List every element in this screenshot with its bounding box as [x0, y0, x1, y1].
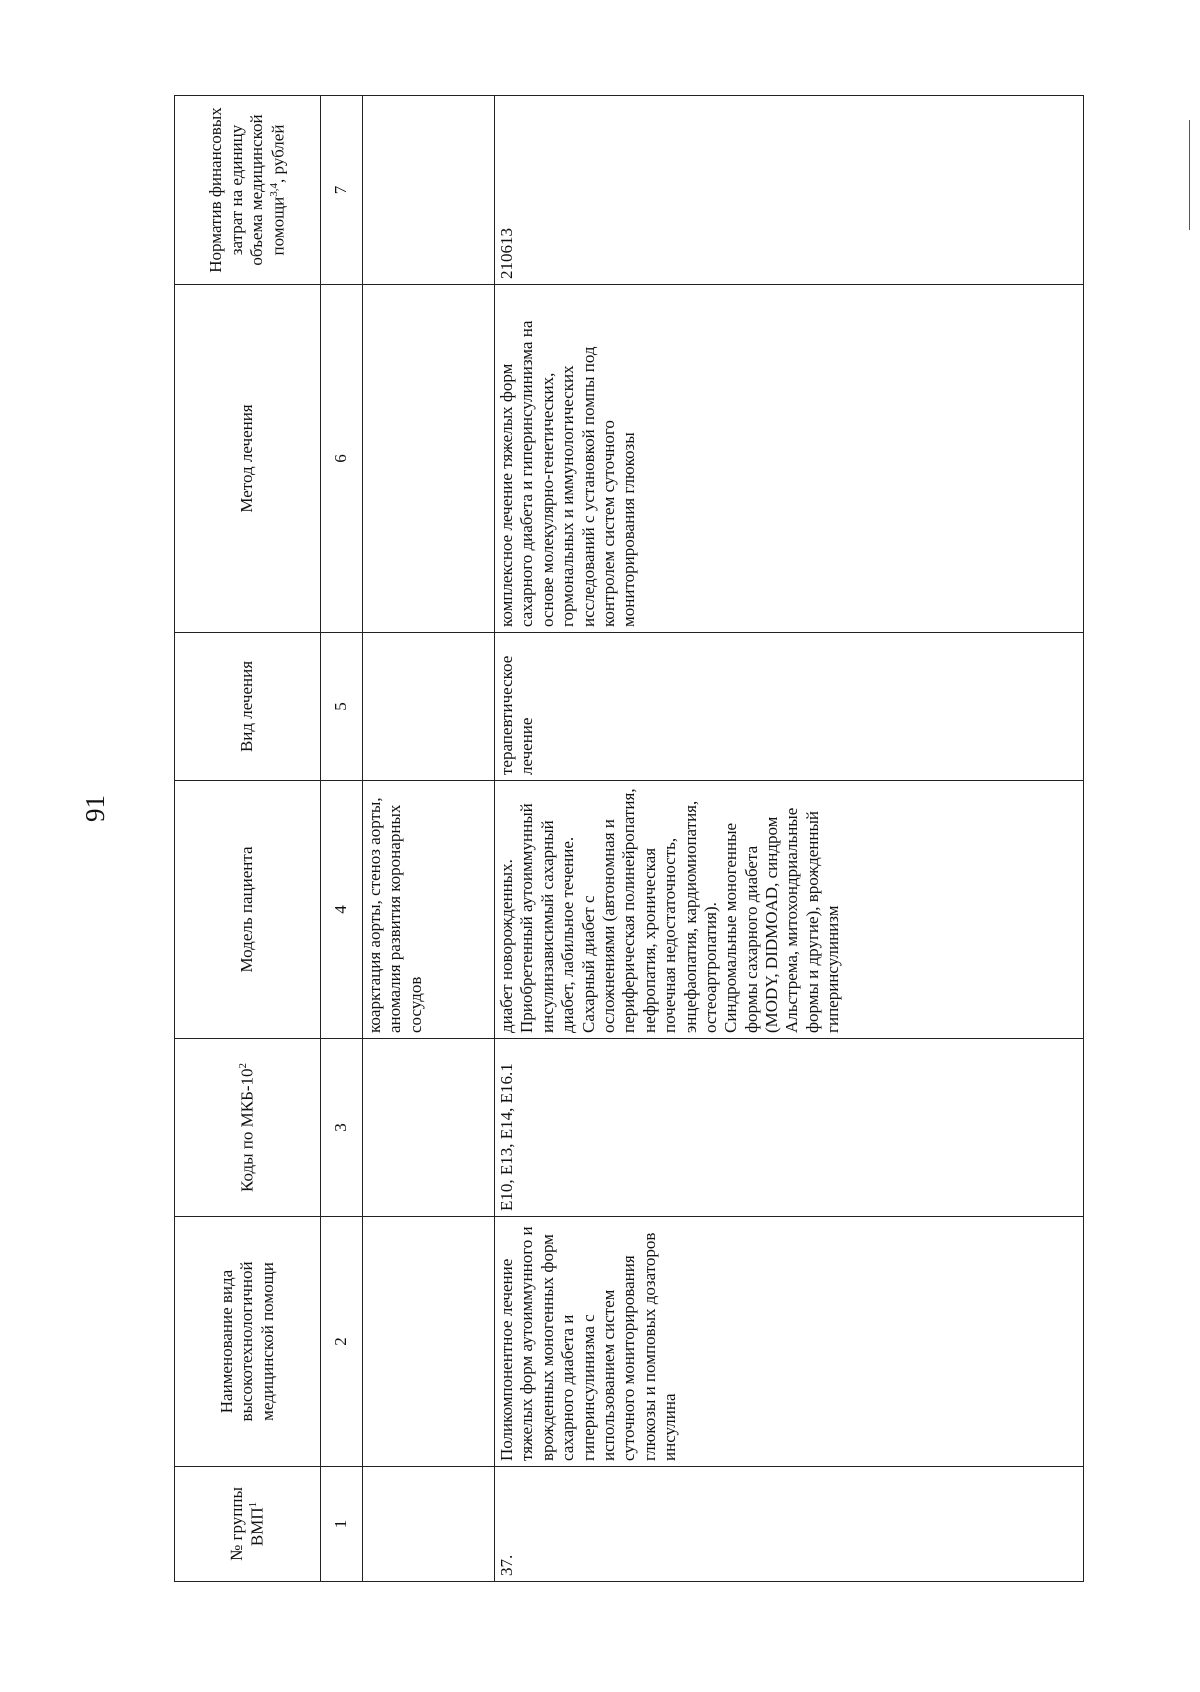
continuation-patient-model: коарктация аорты, стеноз аорты, аномалия развития коронарных сосудов — [363, 781, 495, 1039]
column-number: 7 — [321, 96, 363, 285]
vmp-name-cell: Поликомпонентное лечение тяжелых форм аутоиммунного и врожденных моногенных форм сахарного диабета и гиперинсулинизма с использованием систем суточного мониторирования глюкозы и помповых дозаторов инсулина — [495, 1217, 1084, 1467]
header-group-number: № группы ВМП$^1$ — [175, 1467, 321, 1582]
column-number: 1 — [321, 1467, 363, 1582]
header-treatment-method: Метод лечения — [175, 285, 321, 633]
column-number: 2 — [321, 1217, 363, 1467]
header-treatment-type: Вид лечения — [175, 633, 321, 781]
page-number: 91 — [80, 795, 110, 822]
column-number: 5 — [321, 633, 363, 781]
header-row — [175, 96, 321, 1582]
header-patient-model: Модель пациента — [175, 781, 321, 1039]
table-row-37 — [495, 96, 1084, 1582]
group-number-cell: 37. — [495, 1467, 1084, 1582]
treatment-type-cell: терапевтическое лечение — [495, 633, 1084, 781]
rotated-table-sheet — [174, 96, 1084, 1582]
cost-norm-cell: 210613 — [495, 96, 1084, 285]
column-number: 3 — [321, 1039, 363, 1217]
header-cost-norm: Норматив финансовых затрат на единицу объема медицинской помощи$^{3,4}$, рублей — [175, 96, 321, 285]
column-number: 6 — [321, 285, 363, 633]
column-number: 4 — [321, 781, 363, 1039]
patient-model-cell: диабет новорожденных. Приобретенный аутоиммунный инсулинзависимый сахарный диабет, лабильное течение. Сахарный диабет с осложнениями (автономная и периферическая полинейропатия, нефропатия, хроническая почечная недостаточность, энцефаопатия, кардиомиопатия, остеоартропатия). Синдромальные моногенные формы сахарного диабета (MODY, DIDMOAD, синдром Альстрема, митохондриальные формы и другие), врожденный гиперинсулинизм — [495, 781, 1084, 1039]
header-icd-codes: Коды по МКБ-$10^2$ — [175, 1039, 321, 1217]
vmp-table — [174, 95, 1084, 1582]
edge-mark — [1189, 120, 1190, 230]
column-number-row — [321, 96, 363, 1582]
header-vmp-name: Наименование вида высокотехнологичной медицинской помощи — [175, 1217, 321, 1467]
continuation-row — [363, 96, 495, 1582]
icd-codes-cell: E10, E13, E14, E16.1 — [495, 1039, 1084, 1217]
treatment-method-cell: комплексное лечение тяжелых форм сахарного диабета и гиперинсулинизма на основе молекулярно-генетических, гормональных и иммунологических исследований с установкой помпы под контролем систем суточного мониторирования глюкозы — [495, 285, 1084, 633]
